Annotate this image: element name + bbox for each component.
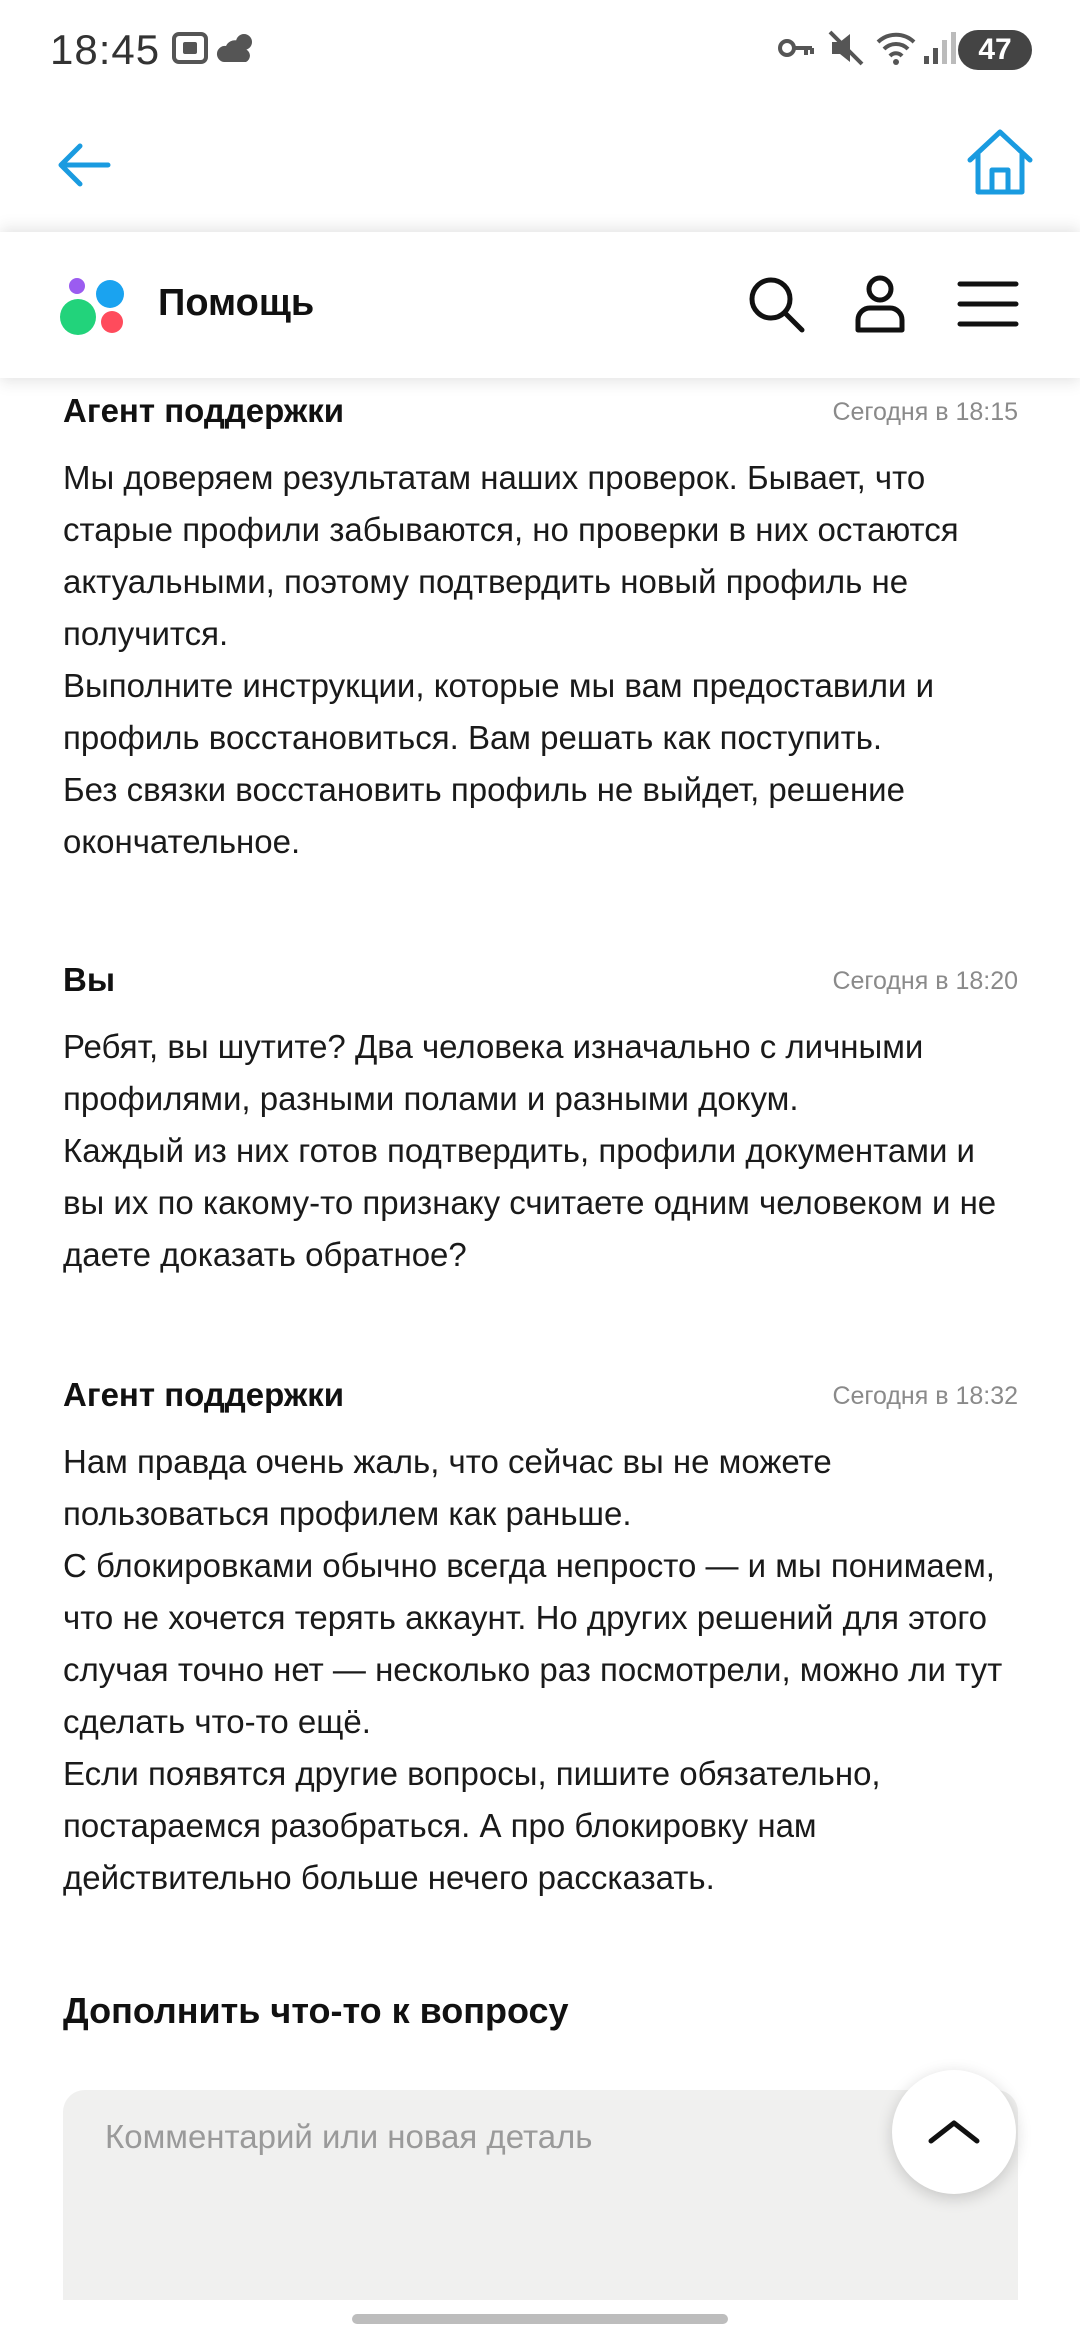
message-author: Агент поддержки — [63, 392, 345, 429]
message-paragraph: Выполните инструкции, которые мы вам предоставили и профиль восстановиться. Вам решать как поступить. — [63, 667, 935, 756]
mute-icon — [826, 28, 866, 73]
compose-title: Дополнить что-то к вопросу — [63, 1990, 569, 2031]
message — [63, 961, 1018, 1281]
status-bar — [0, 0, 1080, 100]
message-paragraph: Ребят, вы шутите? Два человека изначально с личными профилями, разными полами и разными докум. — [63, 1028, 924, 1117]
hamburger-icon — [956, 272, 1020, 336]
message-paragraph: Мы доверяем результатам наших проверок. Бывает, что старые профили забываются, но проверки в них остаются актуальными, поэтому подтвердить новый профиль не получится. — [63, 459, 959, 652]
battery-indicator: 47 — [958, 30, 1032, 70]
weather-icon — [216, 28, 260, 73]
message — [63, 392, 1018, 868]
scroll-top-button[interactable] — [892, 2070, 1016, 2194]
message-time: Сегодня в 18:32 — [832, 1382, 1018, 1410]
message-time: Сегодня в 18:20 — [832, 967, 1018, 995]
message-paragraph: Каждый из них готов подтвердить, профили документами и вы их по какому-то признаку считаете одним человеком и не даете доказать обратное? — [63, 1132, 997, 1273]
message-body — [63, 1021, 1018, 1281]
home-icon — [960, 122, 1040, 202]
page-title: Помощь — [158, 282, 315, 324]
message-paragraph: С блокировками обычно всегда непросто — и мы понимаем, что не хочется терять аккаунт. Но других решений для этого случая точно нет — несколько раз посмотрели, можно ли тут сделать что-то ещё. — [63, 1547, 1003, 1740]
menu-button[interactable] — [956, 272, 1020, 336]
arrow-left-icon — [50, 130, 120, 200]
home-button[interactable] — [960, 122, 1040, 202]
comment-input[interactable] — [63, 2090, 1018, 2300]
message-body — [63, 1436, 1018, 1904]
search-icon — [744, 272, 808, 336]
site-header — [0, 232, 1080, 378]
avito-logo[interactable] — [60, 274, 130, 340]
search-button[interactable] — [744, 272, 808, 336]
status-time: 18:45 — [50, 26, 161, 73]
wifi-icon — [874, 28, 918, 73]
message-author: Вы — [63, 961, 116, 998]
key-icon — [776, 28, 816, 73]
profile-button[interactable] — [848, 272, 912, 336]
message-paragraph: Нам правда очень жаль, что сейчас вы не можете пользоваться профилем как раньше. — [63, 1443, 832, 1532]
home-indicator[interactable] — [352, 2314, 728, 2324]
message-body — [63, 452, 1018, 868]
signal-icon — [922, 28, 958, 73]
screenshot-icon — [170, 28, 210, 73]
message-paragraph: Без связки восстановить профиль не выйдет, решение окончательное. — [63, 771, 905, 860]
user-icon — [848, 272, 912, 336]
message — [63, 1376, 1018, 1904]
message-paragraph: Если появятся другие вопросы, пишите обязательно, постараемся разобраться. А про блокировку нам действительно больше нечего рассказать. — [63, 1755, 881, 1896]
back-button[interactable] — [50, 130, 120, 200]
chevron-up-icon — [927, 2117, 981, 2147]
top-nav — [0, 100, 1080, 230]
message-time: Сегодня в 18:15 — [832, 398, 1018, 426]
message-author: Агент поддержки — [63, 1376, 345, 1413]
